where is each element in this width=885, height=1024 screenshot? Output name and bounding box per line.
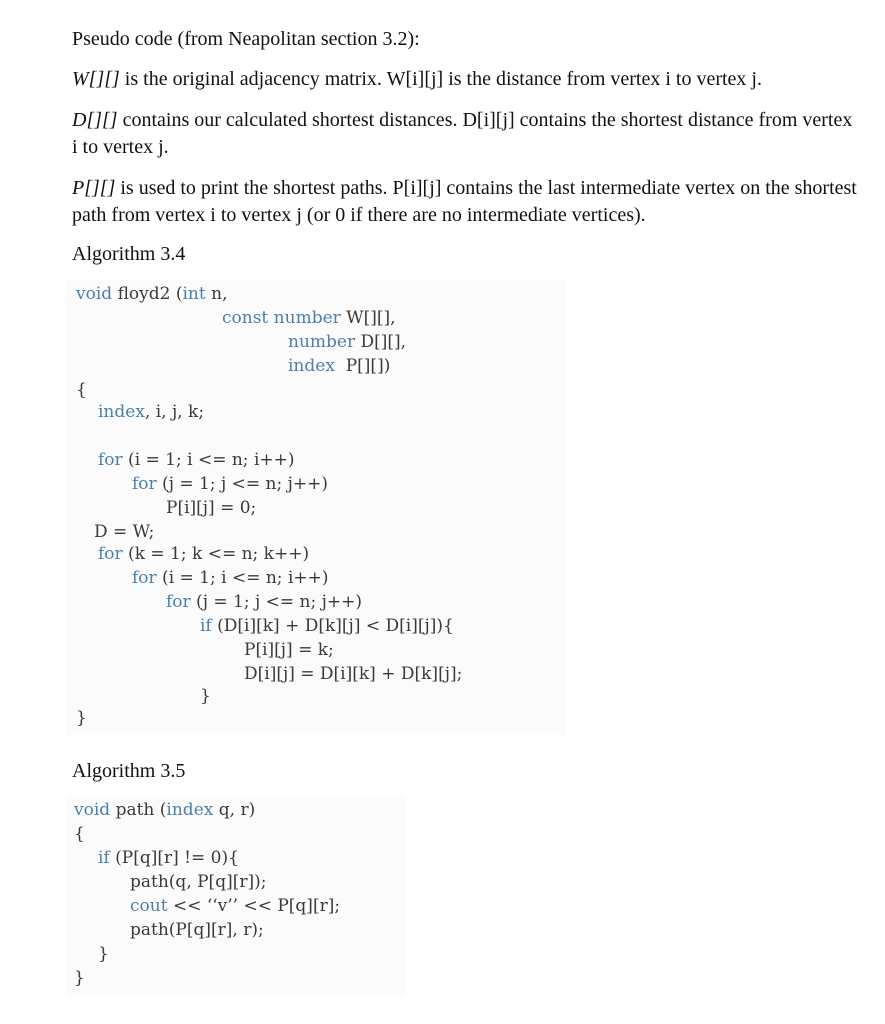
code-line: } [200,686,211,706]
code-line: } [76,708,87,728]
code-line: { [74,824,85,844]
code-line: void floyd2 (int n, [76,284,228,304]
code-line: index, i, j, k; [98,402,205,422]
code-line: D[i][j] = D[i][k] + D[k][j]; [244,664,463,684]
code-line: void path (index q, r) [74,800,256,820]
paragraph-d-matrix [72,107,862,161]
code-line: cout << ‘‘v’’ << P[q][r]; [130,896,341,916]
code-line: if (P[q][r] != 0){ [98,848,239,868]
code-line: if (D[i][k] + D[k][j] < D[i][j]){ [200,616,454,636]
algorithm-3-4-label: Algorithm 3.4 [72,243,186,265]
code-line: for (k = 1; k <= n; k++) [98,544,310,564]
d-matrix-description: contains our calculated shortest distances. D[i][j] contains the shortest distance from vertex i to vertex j. [72,109,853,158]
code-line: index P[][]) [288,356,391,376]
code-line: for (j = 1; j <= n; j++) [132,474,329,494]
code-line: D = W; [94,522,155,542]
paragraph-p-matrix [72,175,862,229]
w-matrix-term: W[][] [72,68,120,90]
p-matrix-description: is used to print the shortest paths. P[i][j] contains the last intermediate vertex on the shortest path from vertex i to vertex j (or 0 if there are no intermediate vertices). [72,177,857,226]
code-line: P[i][j] = k; [244,640,334,660]
code-line: for (i = 1; i <= n; i++) [132,568,329,588]
paragraph-w-matrix [72,66,862,93]
w-matrix-description: is the original adjacency matrix. W[i][j] is the distance from vertex i to vertex j. [119,68,762,90]
algorithm-3-5-code [66,796,406,996]
algorithm-3-4-code [66,280,566,735]
page-heading: Pseudo code (from Neapolitan section 3.2): [72,28,420,50]
code-line: number D[][], [288,332,407,352]
p-matrix-term: P[][] [72,177,116,199]
code-line: path(P[q][r], r); [130,920,264,940]
code-line: { [76,380,87,400]
code-line: for (i = 1; i <= n; i++) [98,450,295,470]
algorithm-3-5-label: Algorithm 3.5 [72,760,186,782]
code-line: } [98,944,109,964]
code-line: } [74,968,85,988]
code-line: P[i][j] = 0; [166,498,257,518]
code-line: const number W[][], [222,308,396,328]
code-line: for (j = 1; j <= n; j++) [166,592,363,612]
code-line: path(q, P[q][r]); [130,872,267,892]
d-matrix-term: D[][] [72,109,118,131]
